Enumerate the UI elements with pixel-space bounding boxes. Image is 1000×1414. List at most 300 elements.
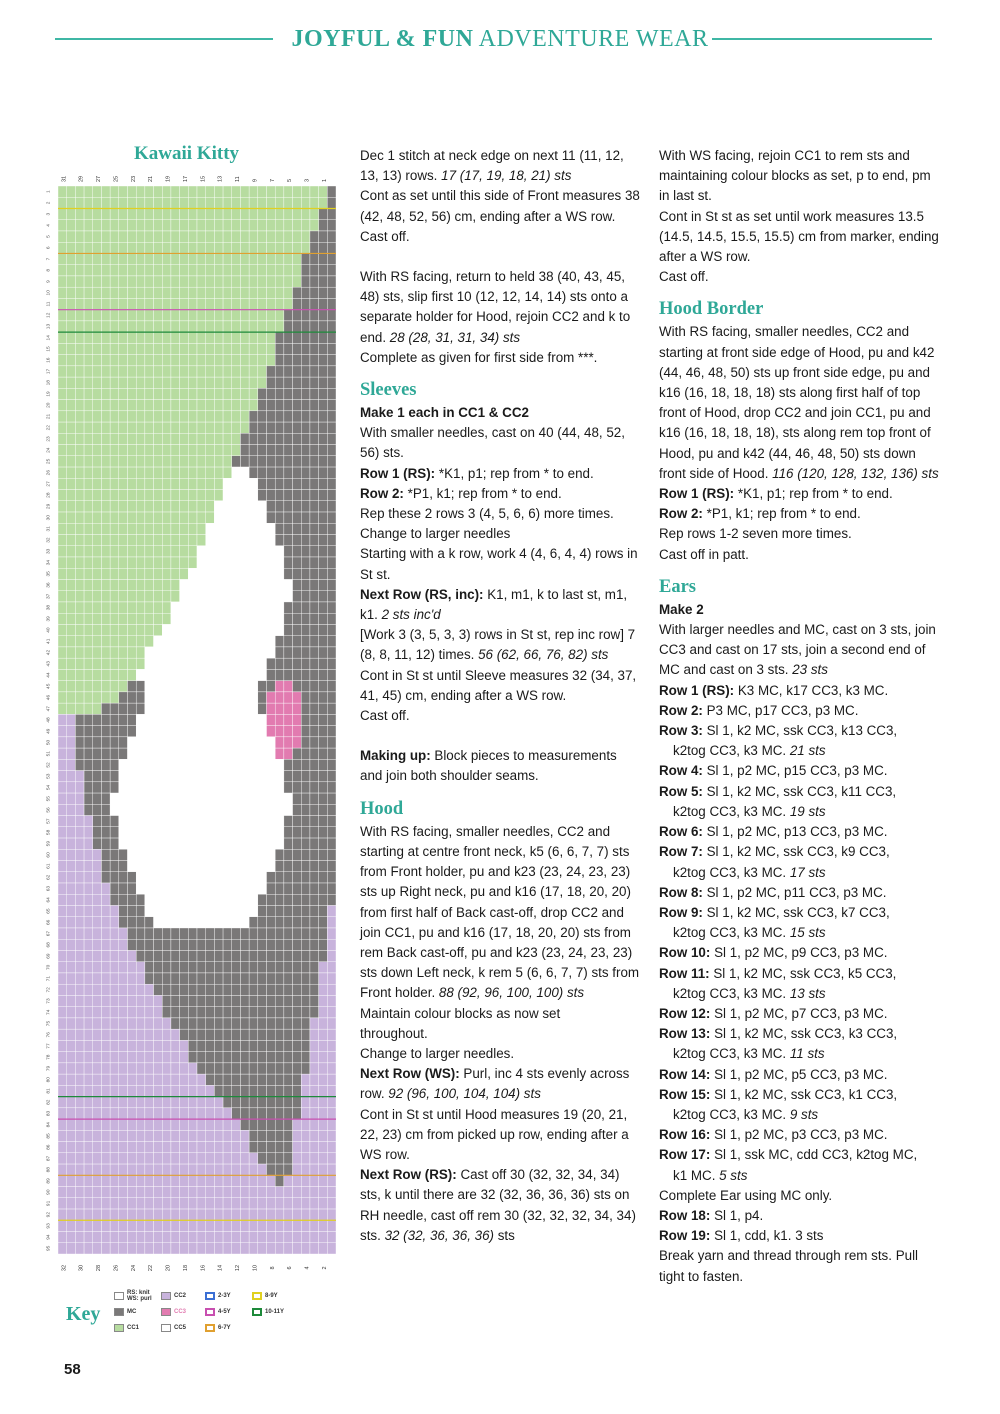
chart-cell xyxy=(67,872,76,883)
chart-cell xyxy=(58,793,67,804)
chart-cell xyxy=(327,343,336,354)
chart-cell xyxy=(197,523,206,534)
chart-cell xyxy=(249,883,258,894)
chart-cell xyxy=(188,1052,197,1063)
chart-cell xyxy=(293,1029,302,1040)
chart-cell xyxy=(197,512,206,523)
chart-cell xyxy=(214,557,223,568)
chart-cell xyxy=(145,343,154,354)
ear-row-instruction: Row 16: Sl 1, p2 MC, p3 CC3, p3 MC. xyxy=(659,1127,888,1143)
chart-cell xyxy=(110,1187,119,1198)
chart-cell xyxy=(310,1220,319,1231)
chart-cell xyxy=(128,197,137,208)
chart-cell xyxy=(84,1175,93,1186)
chart-cell xyxy=(67,253,76,264)
chart-cell xyxy=(84,557,93,568)
chart-cell xyxy=(67,1243,76,1254)
chart-cell xyxy=(214,1085,223,1096)
chart-cell xyxy=(240,939,249,950)
chart-cell xyxy=(232,1187,241,1198)
chart-cell xyxy=(310,1232,319,1243)
chart-cell xyxy=(310,771,319,782)
chart-cell xyxy=(267,1108,276,1119)
chart-cell xyxy=(327,1153,336,1164)
chart-cell xyxy=(101,872,110,883)
chart-cell xyxy=(58,478,67,489)
chart-cell xyxy=(327,265,336,276)
chart-cell xyxy=(75,1097,84,1108)
chart-cell xyxy=(154,1007,163,1018)
chart-cell xyxy=(110,400,119,411)
chart-cell xyxy=(93,501,102,512)
chart-row-number: 7 xyxy=(46,257,52,261)
chart-cell xyxy=(154,905,163,916)
chart-cell xyxy=(128,242,137,253)
chart-cell xyxy=(128,624,137,635)
chart-cell xyxy=(301,478,310,489)
chart-cell xyxy=(258,1018,267,1029)
chart-cell xyxy=(84,905,93,916)
chart-cell xyxy=(301,1052,310,1063)
chart-cell xyxy=(267,208,276,219)
chart-cell xyxy=(240,332,249,343)
chart-cell xyxy=(232,197,241,208)
chart-cell xyxy=(162,490,171,501)
chart-cell xyxy=(75,804,84,815)
chart-cell xyxy=(84,1187,93,1198)
chart-cell xyxy=(145,602,154,613)
chart-cell xyxy=(58,253,67,264)
chart-cell xyxy=(128,928,137,939)
chart-cell xyxy=(310,984,319,995)
chart-row-number: 61 xyxy=(46,863,52,869)
chart-cell xyxy=(214,546,223,557)
chart-cell xyxy=(180,1153,189,1164)
chart-cell xyxy=(162,726,171,737)
chart-cell xyxy=(101,827,110,838)
chart-cell xyxy=(119,669,128,680)
chart-cell xyxy=(301,1097,310,1108)
chart-cell xyxy=(232,332,241,343)
chart-cell xyxy=(101,1164,110,1175)
chart-cell xyxy=(223,546,232,557)
chart-cell xyxy=(223,400,232,411)
chart-cell xyxy=(267,400,276,411)
chart-cell xyxy=(136,1119,145,1130)
chart-cell xyxy=(275,984,284,995)
chart-cell xyxy=(145,478,154,489)
chart-cell xyxy=(258,1074,267,1085)
chart-cell xyxy=(110,343,119,354)
chart-cell xyxy=(258,861,267,872)
chart-cell xyxy=(310,973,319,984)
chart-cell xyxy=(110,816,119,827)
chart-cell xyxy=(258,242,267,253)
chart-cell xyxy=(232,782,241,793)
chart-cell xyxy=(145,849,154,860)
chart-cell xyxy=(162,197,171,208)
chart-cell xyxy=(75,658,84,669)
chart-cell xyxy=(136,490,145,501)
chart-cell xyxy=(284,658,293,669)
chart-cell xyxy=(310,894,319,905)
chart-cell xyxy=(197,242,206,253)
chart-cell xyxy=(223,1187,232,1198)
chart-cell xyxy=(223,1007,232,1018)
chart-top-tick-label: 23 xyxy=(130,175,137,182)
chart-cell xyxy=(197,366,206,377)
chart-cell xyxy=(75,669,84,680)
chart-cell xyxy=(180,445,189,456)
chart-cell xyxy=(301,1074,310,1085)
key-title: Key xyxy=(66,1303,101,1325)
chart-cell xyxy=(119,1175,128,1186)
chart-cell xyxy=(110,647,119,658)
chart-cell xyxy=(188,669,197,680)
chart-cell xyxy=(128,411,137,422)
chart-cell xyxy=(128,1074,137,1085)
chart-cell xyxy=(136,1198,145,1209)
chart-cell xyxy=(301,703,310,714)
chart-cell xyxy=(258,827,267,838)
chart-cell xyxy=(223,1130,232,1141)
chart-cell xyxy=(110,737,119,748)
chart-row-number: 54 xyxy=(46,784,52,791)
chart-cell xyxy=(197,1029,206,1040)
chart-cell xyxy=(223,557,232,568)
chart-cell xyxy=(110,804,119,815)
chart-cell xyxy=(275,1074,284,1085)
chart-cell xyxy=(145,995,154,1006)
chart-cell xyxy=(162,838,171,849)
chart-cell xyxy=(128,1187,137,1198)
chart-cell xyxy=(293,535,302,546)
chart-cell xyxy=(284,714,293,725)
chart-cell xyxy=(232,872,241,883)
chart-cell xyxy=(119,490,128,501)
chart-cell xyxy=(180,714,189,725)
chart-cell xyxy=(101,950,110,961)
chart-cell xyxy=(240,950,249,961)
chart-cell xyxy=(171,613,180,624)
chart-cell xyxy=(197,984,206,995)
chart-top-tick-label: 11 xyxy=(235,176,242,182)
chart-cell xyxy=(197,400,206,411)
chart-cell xyxy=(110,467,119,478)
chart-cell xyxy=(162,1220,171,1231)
chart-row-number: 21 xyxy=(46,413,52,420)
chart-cell xyxy=(249,422,258,433)
chart-cell xyxy=(293,400,302,411)
chart-cell xyxy=(101,894,110,905)
chart-cell xyxy=(171,355,180,366)
chart-cell xyxy=(84,962,93,973)
chart-cell xyxy=(171,546,180,557)
chart-cell xyxy=(128,478,137,489)
chart-cell xyxy=(162,995,171,1006)
chart-cell xyxy=(75,726,84,737)
chart-cell xyxy=(319,208,328,219)
chart-cell xyxy=(162,343,171,354)
chart-cell xyxy=(171,748,180,759)
chart-cell xyxy=(145,411,154,422)
chart-cell xyxy=(275,1198,284,1209)
chart-cell xyxy=(101,748,110,759)
chart-cell xyxy=(188,298,197,309)
chart-cell xyxy=(75,579,84,590)
chart-cell xyxy=(75,861,84,872)
chart-cell xyxy=(301,1232,310,1243)
chart-cell xyxy=(240,984,249,995)
chart-cell xyxy=(171,523,180,534)
chart-cell xyxy=(258,1007,267,1018)
chart-cell xyxy=(232,579,241,590)
chart-cell xyxy=(119,1198,128,1209)
chart-cell xyxy=(136,298,145,309)
chart-cell xyxy=(119,1232,128,1243)
chart-cell xyxy=(67,838,76,849)
chart-cell xyxy=(275,816,284,827)
chart-cell xyxy=(75,501,84,512)
chart-cell xyxy=(310,445,319,456)
chart-cell xyxy=(101,838,110,849)
chart-cell xyxy=(301,917,310,928)
chart-cell xyxy=(84,647,93,658)
chart-cell xyxy=(232,737,241,748)
chart-cell xyxy=(275,523,284,534)
chart-cell xyxy=(267,501,276,512)
chart-cell xyxy=(145,1243,154,1254)
chart-row-number: 25 xyxy=(46,458,52,465)
chart-cell xyxy=(84,872,93,883)
chart-cell xyxy=(223,1243,232,1254)
chart-cell xyxy=(319,1007,328,1018)
chart-cell xyxy=(327,298,336,309)
chart-cell xyxy=(223,197,232,208)
chart-cell xyxy=(214,669,223,680)
chart-cell xyxy=(249,1029,258,1040)
chart-top-tick-label: 1 xyxy=(321,178,328,182)
chart-cell xyxy=(128,1108,137,1119)
paragraph: With RS facing, smaller needles, CC2 and starting at centre front neck, k5 (6, 6, 7, 7) sts from Front holder, pu and k23 (23, 24, 23, 23) sts up Right neck, pu and k16 (17, 18, 20, 20) from first half of Back cast-off, drop CC2 and join CC1, pu and k16 (17, 18, 20, 20) sts from rem Back cast-off, pu and k23 (23, 24, 23, 23) sts down Left neck, k rem 5 (6, 6, 7, 7) sts from Front holder. 88 (92, 96, 100, 100) sts xyxy=(360,823,640,1001)
chart-cell xyxy=(58,669,67,680)
chart-cell xyxy=(75,928,84,939)
chart-cell xyxy=(301,1153,310,1164)
chart-cell xyxy=(188,1187,197,1198)
chart-cell xyxy=(197,568,206,579)
chart-cell xyxy=(284,647,293,658)
chart-cell xyxy=(101,523,110,534)
chart-cell xyxy=(145,501,154,512)
chart-cell xyxy=(128,355,137,366)
chart-cell xyxy=(75,1153,84,1164)
chart-cell xyxy=(214,523,223,534)
chart-cell xyxy=(188,861,197,872)
chart-cell xyxy=(119,422,128,433)
chart-cell xyxy=(258,253,267,264)
chart-cell xyxy=(136,579,145,590)
chart-cell xyxy=(258,636,267,647)
chart-cell xyxy=(258,1142,267,1153)
chart-cell xyxy=(258,557,267,568)
chart-cell xyxy=(93,253,102,264)
chart-cell xyxy=(327,186,336,197)
chart-cell xyxy=(119,1018,128,1029)
chart-cell xyxy=(284,1142,293,1153)
chart-cell xyxy=(110,197,119,208)
chart-cell xyxy=(110,759,119,770)
chart-cell xyxy=(232,388,241,399)
chart-cell xyxy=(319,1018,328,1029)
chart-cell xyxy=(128,523,137,534)
chart-cell xyxy=(206,1209,215,1220)
chart-cell xyxy=(101,602,110,613)
chart-cell xyxy=(293,1097,302,1108)
chart-cell xyxy=(232,276,241,287)
chart-cell xyxy=(275,602,284,613)
chart-cell xyxy=(240,523,249,534)
chart-cell xyxy=(267,1243,276,1254)
chart-cell xyxy=(58,647,67,658)
chart-cell xyxy=(249,995,258,1006)
chart-cell xyxy=(180,849,189,860)
chart-cell xyxy=(258,658,267,669)
chart-cell xyxy=(301,242,310,253)
chart-top-tick-label: 3 xyxy=(304,178,311,182)
paragraph: Cont in St st until Sleeve measures 32 (34, 37, 41, 45) cm, ending after a WS row. xyxy=(360,667,637,703)
chart-cell xyxy=(93,478,102,489)
chart-cell xyxy=(75,186,84,197)
chart-cell xyxy=(284,748,293,759)
chart-cell xyxy=(162,905,171,916)
chart-cell xyxy=(249,692,258,703)
chart-cell xyxy=(284,253,293,264)
chart-cell xyxy=(232,568,241,579)
chart-cell xyxy=(319,512,328,523)
chart-cell xyxy=(206,456,215,467)
chart-cell xyxy=(223,681,232,692)
chart-cell xyxy=(136,995,145,1006)
chart-cell xyxy=(75,995,84,1006)
chart-cell xyxy=(128,669,137,680)
chart-cell xyxy=(223,1142,232,1153)
chart-cell xyxy=(310,366,319,377)
chart-cell xyxy=(119,1029,128,1040)
chart-cell xyxy=(267,917,276,928)
chart-cell xyxy=(327,332,336,343)
chart-cell xyxy=(301,298,310,309)
chart-cell xyxy=(275,973,284,984)
chart-cell xyxy=(93,917,102,928)
chart-cell xyxy=(145,355,154,366)
chart-cell xyxy=(93,197,102,208)
chart-cell xyxy=(136,681,145,692)
chart-cell xyxy=(84,310,93,321)
chart-cell xyxy=(301,1198,310,1209)
chart-cell xyxy=(232,950,241,961)
chart-cell xyxy=(232,1209,241,1220)
chart-cell xyxy=(154,321,163,332)
chart-cell xyxy=(249,1074,258,1085)
chart-cell xyxy=(310,748,319,759)
chart-cell xyxy=(145,1040,154,1051)
chart-cell xyxy=(145,692,154,703)
chart-cell xyxy=(154,388,163,399)
chart-cell xyxy=(180,894,189,905)
chart-cell xyxy=(75,771,84,782)
chart-cell xyxy=(301,1142,310,1153)
chart-cell xyxy=(154,1187,163,1198)
chart-cell xyxy=(319,692,328,703)
chart-bottom-tick-label: 24 xyxy=(130,1264,137,1272)
chart-cell xyxy=(171,287,180,298)
chart-cell xyxy=(284,1085,293,1096)
chart-cell xyxy=(293,1085,302,1096)
chart-cell xyxy=(110,388,119,399)
chart-cell xyxy=(275,782,284,793)
paragraph: Row 18: Sl 1, p4. xyxy=(659,1207,764,1223)
chart-cell xyxy=(214,231,223,242)
chart-cell xyxy=(293,1063,302,1074)
chart-cell xyxy=(101,1209,110,1220)
chart-cell xyxy=(75,838,84,849)
chart-cell xyxy=(58,1052,67,1063)
chart-cell xyxy=(249,1164,258,1175)
chart-cell xyxy=(319,490,328,501)
chart-cell xyxy=(310,467,319,478)
chart-cell xyxy=(249,681,258,692)
chart-cell xyxy=(101,433,110,444)
chart-cell xyxy=(84,714,93,725)
chart-cell xyxy=(162,1142,171,1153)
chart-cell xyxy=(301,490,310,501)
chart-cell xyxy=(110,849,119,860)
chart-cell xyxy=(197,636,206,647)
chart-cell xyxy=(214,1220,223,1231)
chart-cell xyxy=(136,1040,145,1051)
chart-cell xyxy=(275,186,284,197)
chart-cell xyxy=(136,568,145,579)
chart-cell xyxy=(171,557,180,568)
chart-cell xyxy=(67,1209,76,1220)
chart-cell xyxy=(93,692,102,703)
chart-cell xyxy=(249,1153,258,1164)
chart-cell xyxy=(93,793,102,804)
chart-cell xyxy=(249,1063,258,1074)
chart-cell xyxy=(206,265,215,276)
chart-cell xyxy=(301,861,310,872)
chart-cell xyxy=(128,647,137,658)
chart-cell xyxy=(275,400,284,411)
chart-cell xyxy=(128,849,137,860)
chart-cell xyxy=(75,332,84,343)
chart-cell xyxy=(232,242,241,253)
chart-cell xyxy=(67,1052,76,1063)
chart-cell xyxy=(128,220,137,231)
chart-cell xyxy=(267,1153,276,1164)
chart-cell xyxy=(258,771,267,782)
chart-cell xyxy=(275,726,284,737)
chart-cell xyxy=(58,838,67,849)
chart-cell xyxy=(240,422,249,433)
chart-cell xyxy=(267,681,276,692)
chart-cell xyxy=(67,681,76,692)
chart-cell xyxy=(206,1108,215,1119)
chart-cell xyxy=(58,771,67,782)
chart-cell xyxy=(119,759,128,770)
chart-cell xyxy=(249,591,258,602)
chart-cell xyxy=(145,310,154,321)
